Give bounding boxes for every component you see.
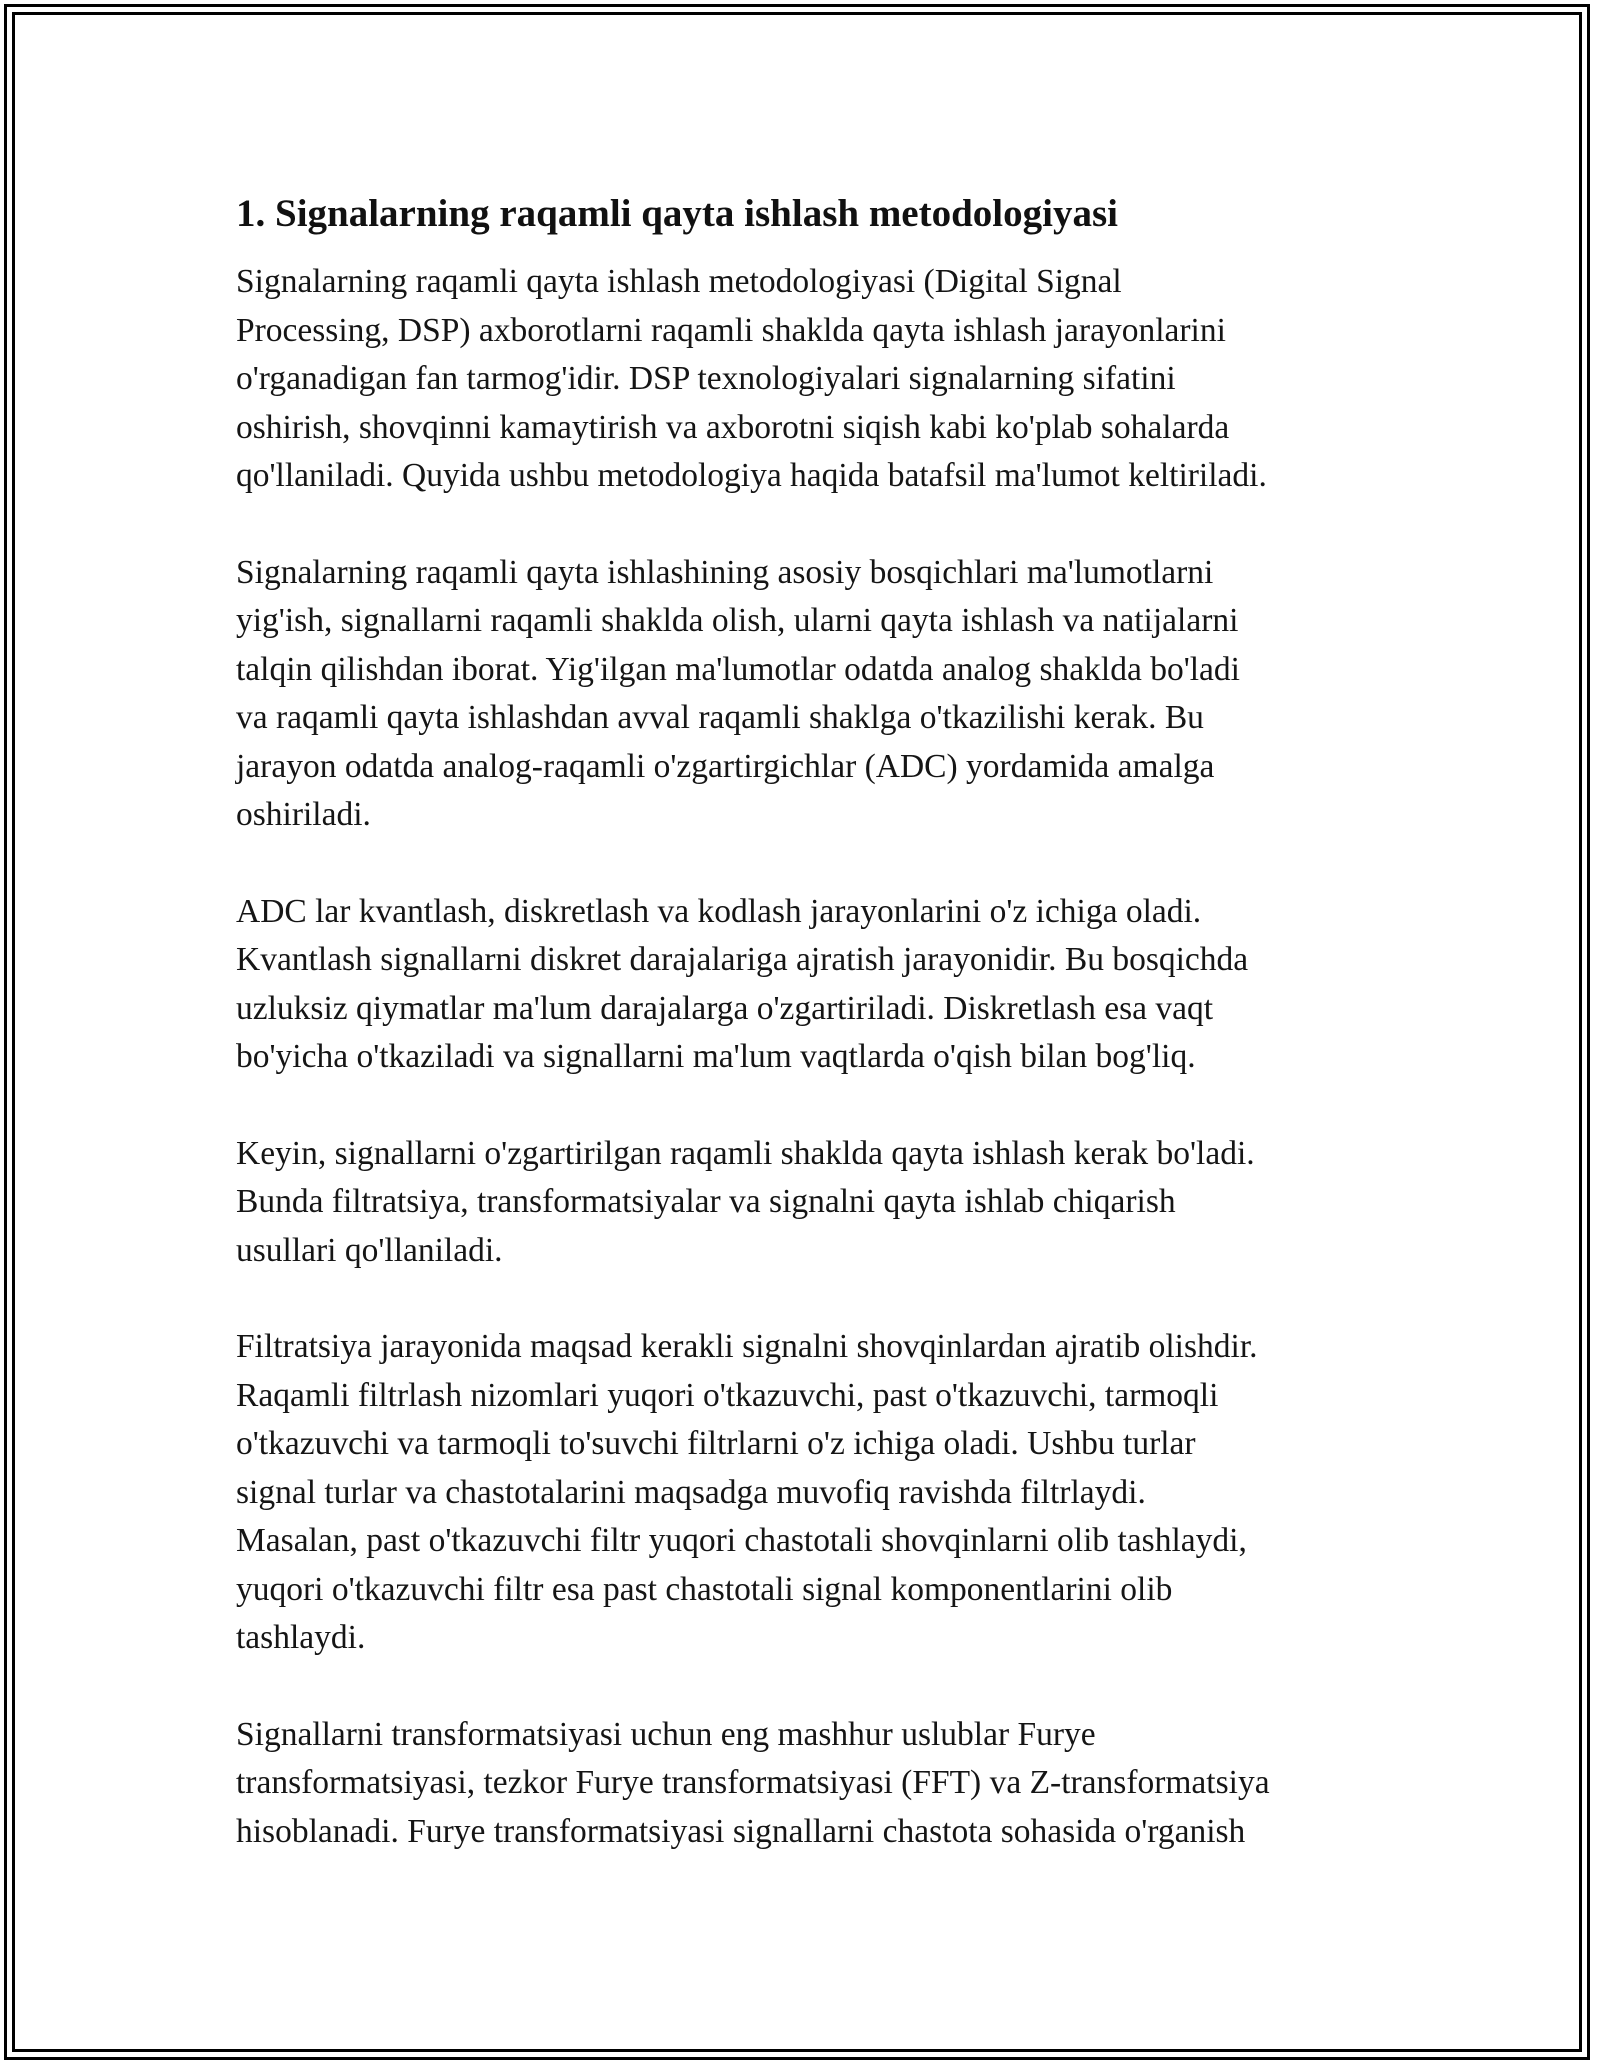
paragraph-digital-processing: Keyin, signallarni o'zgartirilgan raqamli shaklda qayta ishlash kerak bo'ladi. Bunda filtratsiya, transformatsiyalar va signalni qayta ishlab chiqarish usullari qo'llaniladi.	[236, 1134, 1255, 1269]
paragraph-transformation: Signallarni transformatsiyasi uchun eng mashhur uslublar Furye transformatsiyasi, tezkor Furye transformatsiyasi (FFT) va Z-transformatsiya hisoblanadi. Furye transformatsiyasi signallarni chastota sohasida o'rganish	[236, 1715, 1270, 1850]
paragraph-adc: ADC lar kvantlash, diskretlash va kodlash jarayonlarini o'z ichiga oladi. Kvantlash signallarni diskret darajalariga ajratish jarayonidir. Bu bosqichda uzluksiz qiymatlar ma'lum darajalarga o'zgartiriladi. Diskretlash esa vaqt bo'yicha o'tkaziladi va signallarni ma'lum vaqtlarda o'qish bilan bog'liq.	[236, 892, 1249, 1075]
document-body	[236, 186, 1386, 1904]
paragraph-processing-stages: Signalarning raqamli qayta ishlashining asosiy bosqichlari ma'lumotlarni yig'ish, signallarni raqamli shaklda olish, ularni qayta ishlash va natijalarni talqin qilishdan iborat. Yig'ilgan ma'lumotlar odatda analog shaklda bo'ladi va raqamli qayta ishlashdan avval raqamli shaklga o'tkazilishi kerak. Bu jarayon odatda analog-raqamli o'zgartirgichlar (ADC) yordamida amalga oshiriladi.	[236, 553, 1240, 833]
section-heading: 1. Signalarning raqamli qayta ishlash metodologiyasi	[236, 192, 1118, 235]
paragraph-filtration: Filtratsiya jarayonida maqsad kerakli signalni shovqinlardan ajratib olishdir. Raqamli filtrlash nizomlari yuqori o'tkazuvchi, past o'tkazuvchi, tarmoqli o'tkazuvchi va tarmoqli to'suvchi filtrlarni o'z ichiga oladi. Ushbu turlar signal turlar va chastotalarini maqsadga muvofiq ravishda filtrlaydi. Masalan, past o'tkazuvchi filtr yuqori chastotali shovqinlarni olib tashlaydi, yuqori o'tkazuvchi filtr esa past chastotali signal komponentlarini olib tashlaydi.	[236, 1328, 1258, 1656]
paragraph-dsp-intro: Signalarning raqamli qayta ishlash metodologiyasi (Digital Signal Processing, DSP) axborotlarni raqamli shaklda qayta ishlash jarayonlarini o'rganadigan fan tarmog'idir. DSP texnologiyalari signalarning sifatini oshirish, shovqinni kamaytirish va axborotni siqish kabi ko'plab sohalarda qo'llaniladi. Quyida ushbu metodologiya haqida batafsil ma'lumot keltiriladi.	[236, 263, 1267, 494]
